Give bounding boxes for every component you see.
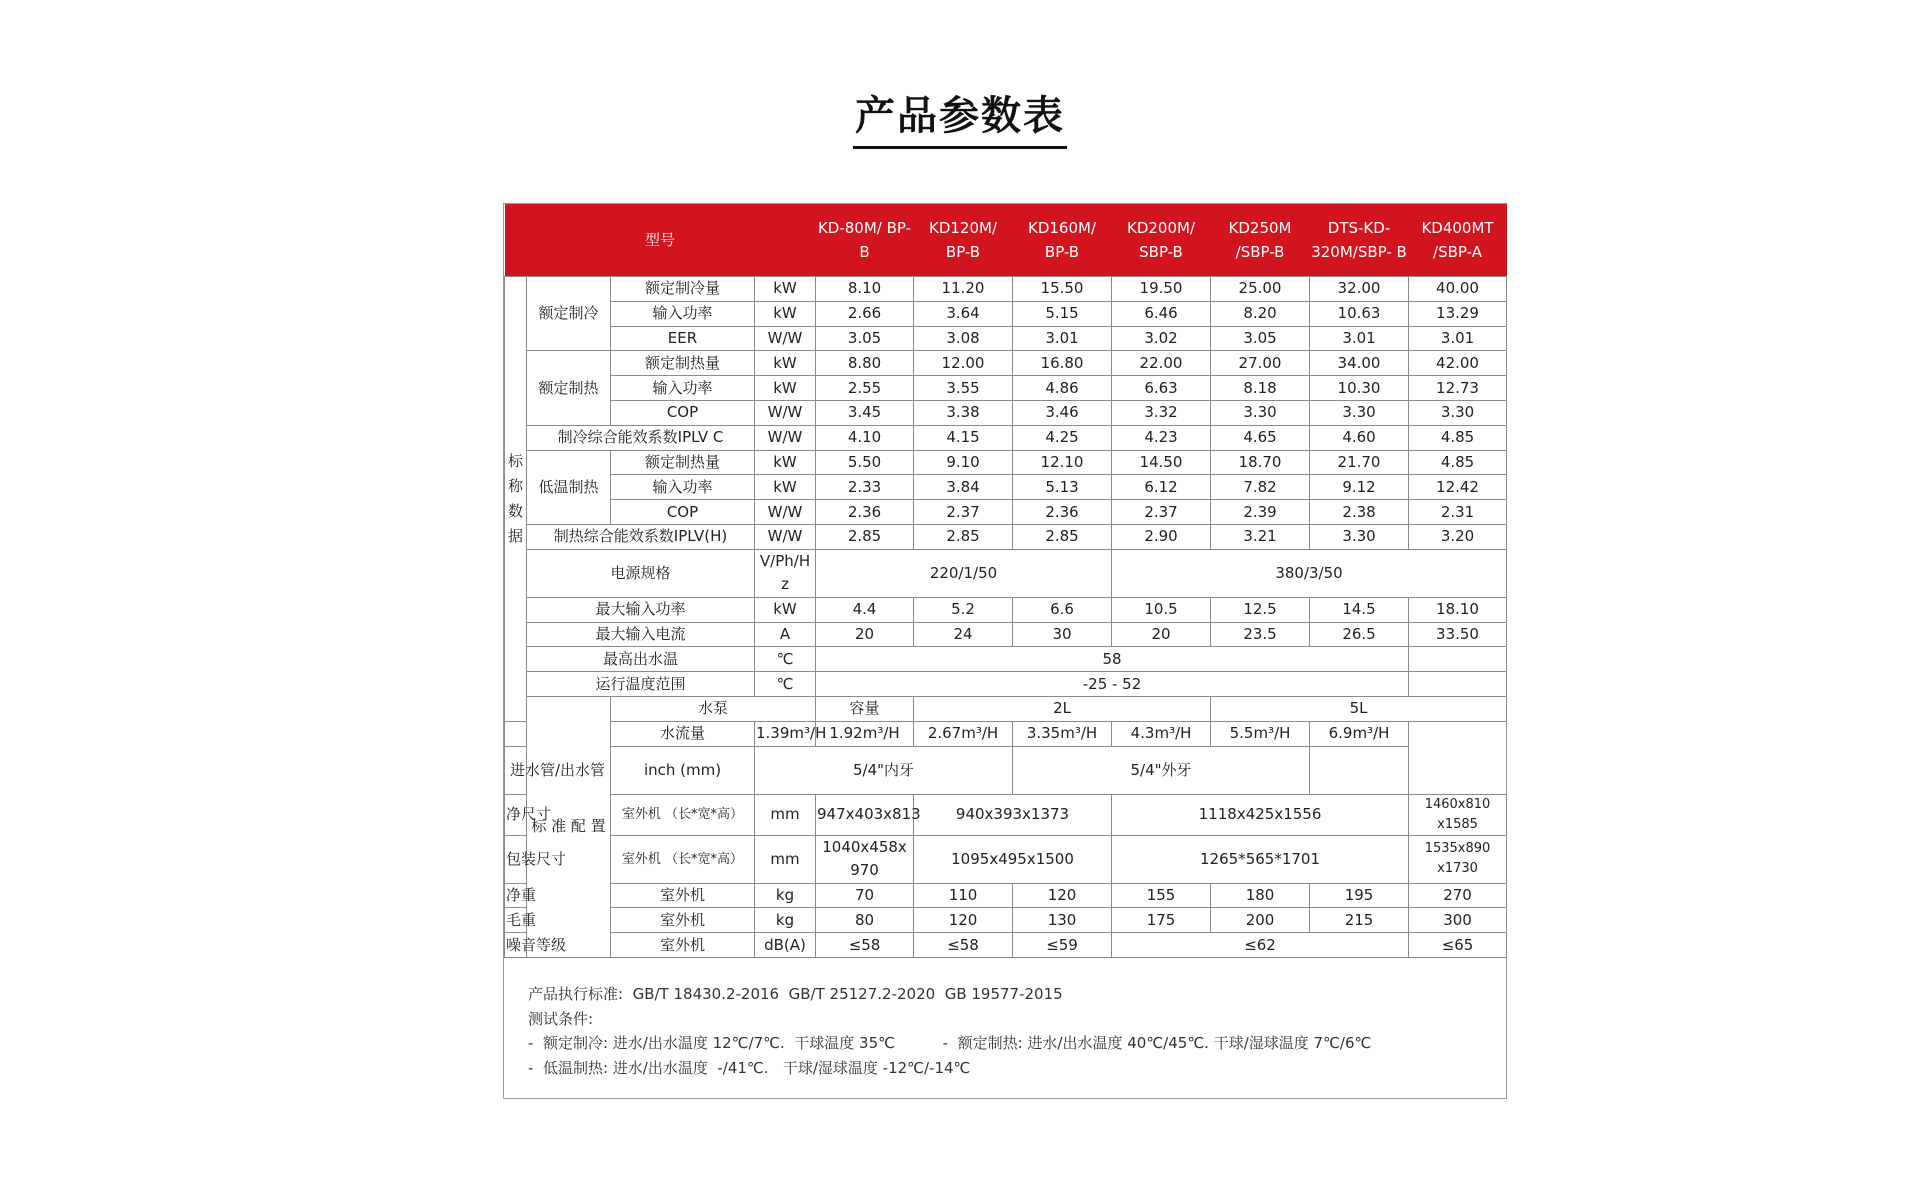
- cell: 130: [1013, 908, 1112, 933]
- cell: 3.05: [816, 326, 914, 351]
- cell: [1409, 672, 1507, 697]
- cell: 12.42: [1409, 475, 1507, 500]
- cell: 12.5: [1211, 597, 1310, 622]
- row-label: 输入功率: [611, 475, 755, 500]
- cell: 3.01: [1310, 326, 1409, 351]
- row-unit: ℃: [755, 672, 816, 697]
- row-unit: kW: [755, 277, 816, 302]
- cell: 220/1/50: [816, 549, 1112, 597]
- cell: 25.00: [1211, 277, 1310, 302]
- cell: [1409, 647, 1507, 672]
- cell: 30: [1013, 622, 1112, 647]
- row-unit: kW: [755, 301, 816, 326]
- row-unit: kg: [755, 908, 816, 933]
- cell: 8.10: [816, 277, 914, 302]
- table-row: [505, 746, 1507, 794]
- table-row: [505, 326, 1507, 351]
- row-label: 噪音等级: [505, 933, 527, 958]
- cell: 42.00: [1409, 351, 1507, 376]
- row-unit: kW: [755, 475, 816, 500]
- page-title: 产品参数表: [853, 92, 1067, 149]
- cell: 80: [816, 908, 914, 933]
- row-unit: A: [755, 622, 816, 647]
- table-row: [505, 500, 1507, 525]
- cell: 70: [816, 883, 914, 908]
- cell: 380/3/50: [1112, 549, 1507, 597]
- table-row: [505, 933, 1507, 958]
- row-sublabel: 室外机: [611, 883, 755, 908]
- table-row: [505, 622, 1507, 647]
- cell: 180: [1211, 883, 1310, 908]
- cell: [1310, 746, 1409, 794]
- cell: 23.5: [1211, 622, 1310, 647]
- row-unit: mm: [755, 794, 816, 835]
- row-label: 水泵: [611, 696, 816, 721]
- table-row: [505, 400, 1507, 425]
- table-row: [505, 351, 1507, 376]
- cell: 2.36: [816, 500, 914, 525]
- cell: 19.50: [1112, 277, 1211, 302]
- cell: 5.13: [1013, 475, 1112, 500]
- row-label: 净重: [505, 883, 527, 908]
- row-unit: W/W: [755, 524, 816, 549]
- row-unit: W/W: [755, 326, 816, 351]
- group-nominal-data: 标 称 数 据: [505, 277, 527, 722]
- table-row: [505, 647, 1507, 672]
- group-heating: 额定制热: [527, 351, 611, 425]
- table-row: [505, 524, 1507, 549]
- notes-block: [528, 982, 1371, 1080]
- table-row: [505, 672, 1507, 697]
- cell: 3.08: [914, 326, 1013, 351]
- row-label: 额定制热量: [611, 351, 755, 376]
- cell: 120: [914, 908, 1013, 933]
- cell: 2.39: [1211, 500, 1310, 525]
- row-label: 最大输入功率: [527, 597, 755, 622]
- row-unit: ℃: [755, 647, 816, 672]
- cell: 6.12: [1112, 475, 1211, 500]
- cell: 120: [1013, 883, 1112, 908]
- cell: 3.32: [1112, 400, 1211, 425]
- cell: 2.90: [1112, 524, 1211, 549]
- table-row: [505, 450, 1507, 475]
- row-unit: kW: [755, 450, 816, 475]
- cell: 32.00: [1310, 277, 1409, 302]
- row-unit: kg: [755, 883, 816, 908]
- cell: 110: [914, 883, 1013, 908]
- spec-table-container: [503, 203, 1507, 1099]
- cell: 4.25: [1013, 425, 1112, 450]
- cell: 4.86: [1013, 376, 1112, 401]
- row-label: 毛重: [505, 908, 527, 933]
- cell: 3.30: [1310, 524, 1409, 549]
- cell: -25 - 52: [816, 672, 1409, 697]
- spec-table: [504, 204, 1507, 958]
- cell: 3.64: [914, 301, 1013, 326]
- table-row: [505, 301, 1507, 326]
- cell: 947x403x813: [816, 794, 914, 835]
- cell: 9.12: [1310, 475, 1409, 500]
- row-label: [505, 721, 611, 746]
- test-conditions-label: 测试条件:: [528, 1009, 594, 1028]
- title-wrap: [0, 92, 1920, 149]
- cell: 24: [914, 622, 1013, 647]
- table-row: [505, 549, 1507, 597]
- table-row: [505, 425, 1507, 450]
- cell: 2.36: [1013, 500, 1112, 525]
- cell: 14.50: [1112, 450, 1211, 475]
- row-unit: 水流量: [611, 721, 755, 746]
- cell: 155: [1112, 883, 1211, 908]
- cell: 11.20: [914, 277, 1013, 302]
- cell: 2.85: [816, 524, 914, 549]
- cell: 4.60: [1310, 425, 1409, 450]
- test-condition-line: - 低温制热: 进水/出水温度 -/41℃. 干球/湿球温度 -12℃/-14℃: [528, 1058, 971, 1077]
- model-header: KD-80M/ BP-B: [816, 204, 914, 277]
- cell: ≤65: [1409, 933, 1507, 958]
- row-unit: kW: [755, 376, 816, 401]
- table-row: [505, 908, 1507, 933]
- cell: 4.85: [1409, 450, 1507, 475]
- row-label: 进水管/出水管: [505, 746, 611, 794]
- row-label: COP: [611, 500, 755, 525]
- row-unit: W/W: [755, 500, 816, 525]
- cell: 3.30: [1310, 400, 1409, 425]
- row-label: 电源规格: [527, 549, 755, 597]
- cell: 5.50: [816, 450, 914, 475]
- row-label: 额定制热量: [611, 450, 755, 475]
- cell: 18.70: [1211, 450, 1310, 475]
- table-row: [505, 835, 1507, 883]
- row-label: COP: [611, 400, 755, 425]
- cell: 8.18: [1211, 376, 1310, 401]
- table-row: [505, 794, 1507, 835]
- cell: 12.00: [914, 351, 1013, 376]
- cell: 2.85: [1013, 524, 1112, 549]
- table-row: [505, 597, 1507, 622]
- cell: 195: [1310, 883, 1409, 908]
- table-row: [505, 696, 1507, 721]
- cell: 7.82: [1211, 475, 1310, 500]
- group-cooling: 额定制冷: [527, 277, 611, 351]
- cell: 4.4: [816, 597, 914, 622]
- cell: 6.6: [1013, 597, 1112, 622]
- model-header: KD160M/ BP-B: [1013, 204, 1112, 277]
- cell: 3.84: [914, 475, 1013, 500]
- row-sublabel: 室外机: [611, 933, 755, 958]
- row-unit: dB(A): [755, 933, 816, 958]
- table-row: [505, 376, 1507, 401]
- row-unit: W/W: [755, 400, 816, 425]
- cell: 3.21: [1211, 524, 1310, 549]
- model-header: KD200M/ SBP-B: [1112, 204, 1211, 277]
- cell: 20: [1112, 622, 1211, 647]
- cell: 4.3m³/H: [1112, 721, 1211, 746]
- cell: 10.30: [1310, 376, 1409, 401]
- cell: 21.70: [1310, 450, 1409, 475]
- cell: 14.5: [1310, 597, 1409, 622]
- cell: 8.80: [816, 351, 914, 376]
- cell: 3.46: [1013, 400, 1112, 425]
- cell: 13.29: [1409, 301, 1507, 326]
- cell: 4.65: [1211, 425, 1310, 450]
- cell: 33.50: [1409, 622, 1507, 647]
- table-row: [505, 277, 1507, 302]
- row-unit: inch (mm): [611, 746, 755, 794]
- cell: ≤58: [914, 933, 1013, 958]
- cell: 2.37: [914, 500, 1013, 525]
- row-sublabel: 室外机 （长*宽*高）: [611, 835, 755, 883]
- cell: 1535x890 x1730: [1409, 835, 1507, 883]
- cell: 26.5: [1310, 622, 1409, 647]
- cell: 3.38: [914, 400, 1013, 425]
- cell: 16.80: [1013, 351, 1112, 376]
- cell: 3.20: [1409, 524, 1507, 549]
- cell: 5/4"内牙: [755, 746, 1013, 794]
- standards-note: 产品执行标准: GB/T 18430.2-2016 GB/T 25127.2-2020 GB 19577-2015: [528, 985, 1063, 1003]
- cell: 1460x810 x1585: [1409, 794, 1507, 835]
- row-sublabel: 室外机: [611, 908, 755, 933]
- cell: 300: [1409, 908, 1507, 933]
- cell: 5/4"外牙: [1013, 746, 1310, 794]
- group-lowtemp: 低温制热: [527, 450, 611, 524]
- row-label: 输入功率: [611, 376, 755, 401]
- cell: 18.10: [1409, 597, 1507, 622]
- cell: 2.33: [816, 475, 914, 500]
- cell: 5.15: [1013, 301, 1112, 326]
- cell: 3.35m³/H: [1013, 721, 1112, 746]
- cell: 12.10: [1013, 450, 1112, 475]
- cell: 3.01: [1013, 326, 1112, 351]
- row-unit: 容量: [816, 696, 914, 721]
- cell: 3.01: [1409, 326, 1507, 351]
- table-row: [505, 475, 1507, 500]
- cell: 2L: [914, 696, 1211, 721]
- cell: 3.55: [914, 376, 1013, 401]
- cell: 5.2: [914, 597, 1013, 622]
- cell: ≤62: [1112, 933, 1409, 958]
- cell: 200: [1211, 908, 1310, 933]
- row-unit: kW: [755, 351, 816, 376]
- cell: 940x393x1373: [914, 794, 1112, 835]
- header-model-label: 型号: [505, 204, 816, 277]
- cell: 58: [816, 647, 1409, 672]
- cell: 4.85: [1409, 425, 1507, 450]
- cell: 15.50: [1013, 277, 1112, 302]
- cell: 12.73: [1409, 376, 1507, 401]
- cell: 6.46: [1112, 301, 1211, 326]
- row-label: 最高出水温: [527, 647, 755, 672]
- cell: 1.39m³/H: [755, 721, 816, 746]
- table-header-row: [505, 204, 1507, 277]
- cell: 6.9m³/H: [1310, 721, 1409, 746]
- cell: 2.66: [816, 301, 914, 326]
- cell: 3.05: [1211, 326, 1310, 351]
- cell: 2.67m³/H: [914, 721, 1013, 746]
- cell: ≤58: [816, 933, 914, 958]
- row-unit: V/Ph/H z: [755, 549, 816, 597]
- cell: 5L: [1211, 696, 1507, 721]
- cell: 34.00: [1310, 351, 1409, 376]
- row-unit: W/W: [755, 425, 816, 450]
- cell: 3.45: [816, 400, 914, 425]
- cell: 22.00: [1112, 351, 1211, 376]
- cell: 4.23: [1112, 425, 1211, 450]
- model-header: DTS-KD- 320M/SBP- B: [1310, 204, 1409, 277]
- group-standard-config: 标 准 配 置: [527, 696, 611, 957]
- cell: 2.37: [1112, 500, 1211, 525]
- cell: 2.38: [1310, 500, 1409, 525]
- cell: 2.55: [816, 376, 914, 401]
- cell: 2.85: [914, 524, 1013, 549]
- cell: 20: [816, 622, 914, 647]
- cell: 4.15: [914, 425, 1013, 450]
- cell: 1265*565*1701: [1112, 835, 1409, 883]
- row-label: 包装尺寸: [505, 835, 527, 883]
- cell: 215: [1310, 908, 1409, 933]
- model-header: KD400MT /SBP-A: [1409, 204, 1507, 277]
- row-label: 额定制冷量: [611, 277, 755, 302]
- cell: 3.30: [1409, 400, 1507, 425]
- cell: 1095x495x1500: [914, 835, 1112, 883]
- cell: 10.63: [1310, 301, 1409, 326]
- cell: 10.5: [1112, 597, 1211, 622]
- table-row: [505, 883, 1507, 908]
- cell: 270: [1409, 883, 1507, 908]
- cell: 3.30: [1211, 400, 1310, 425]
- cell: 3.02: [1112, 326, 1211, 351]
- cell: 175: [1112, 908, 1211, 933]
- row-label: 输入功率: [611, 301, 755, 326]
- cell: 1.92m³/H: [816, 721, 914, 746]
- table-row: [505, 721, 1507, 746]
- cell: 6.63: [1112, 376, 1211, 401]
- model-header: KD250M /SBP-B: [1211, 204, 1310, 277]
- cell: 1040x458x 970: [816, 835, 914, 883]
- row-label: 净尺寸: [505, 794, 527, 835]
- cell: 1118x425x1556: [1112, 794, 1409, 835]
- row-label: EER: [611, 326, 755, 351]
- cell: 27.00: [1211, 351, 1310, 376]
- row-label: 运行温度范围: [527, 672, 755, 697]
- cell: 8.20: [1211, 301, 1310, 326]
- cell: 5.5m³/H: [1211, 721, 1310, 746]
- cell: 2.31: [1409, 500, 1507, 525]
- cell: 40.00: [1409, 277, 1507, 302]
- row-label: 制冷综合能效系数IPLV C: [527, 425, 755, 450]
- cell: 9.10: [914, 450, 1013, 475]
- test-condition-line: - 额定制冷: 进水/出水温度 12℃/7℃. 干球温度 35℃ - 额定制热: 进水/出水温度 40℃/45℃. 干球/湿球温度 7℃/6℃: [528, 1034, 1372, 1052]
- row-sublabel: 室外机 （长*宽*高）: [611, 794, 755, 835]
- cell: ≤59: [1013, 933, 1112, 958]
- model-header: KD120M/ BP-B: [914, 204, 1013, 277]
- row-unit: mm: [755, 835, 816, 883]
- cell: 4.10: [816, 425, 914, 450]
- row-label: 最大输入电流: [527, 622, 755, 647]
- row-label: 制热综合能效系数IPLV(H): [527, 524, 755, 549]
- row-unit: kW: [755, 597, 816, 622]
